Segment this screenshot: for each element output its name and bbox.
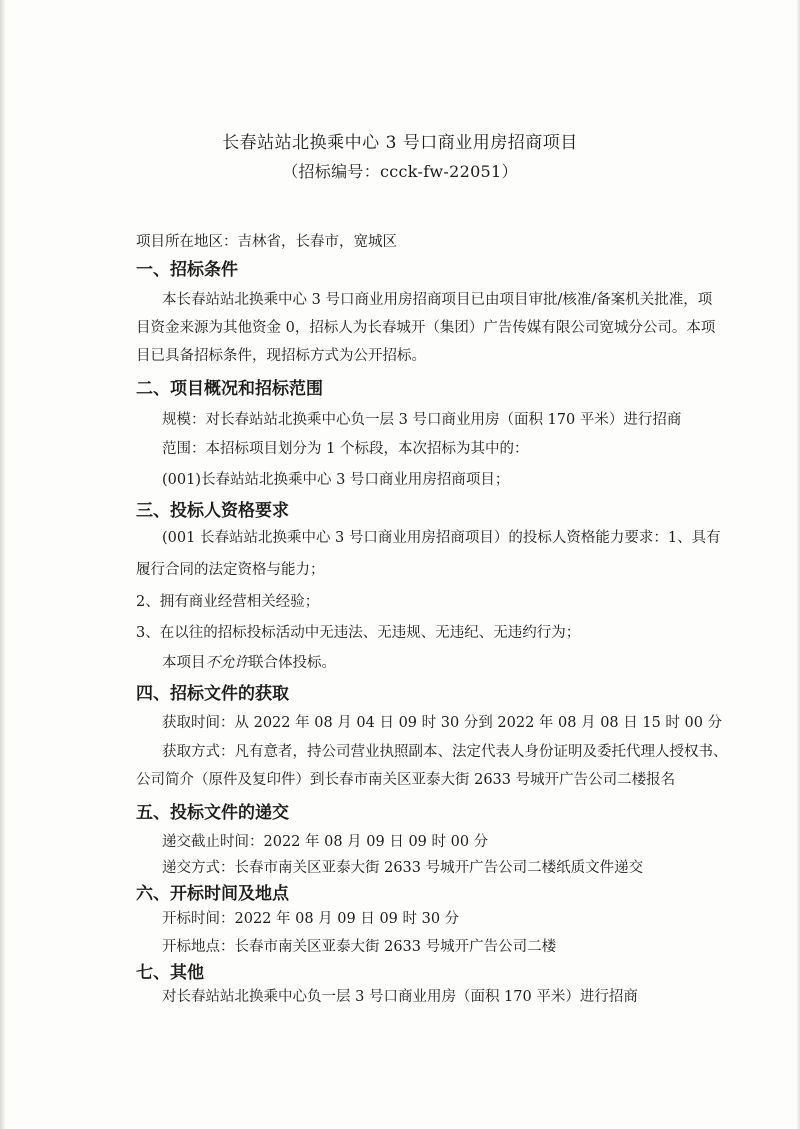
section-6-line-2: 开标地点：长春市南关区亚泰大街 2633 号城开广告公司二楼 — [162, 939, 557, 955]
section-heading-4: 四、招标文件的获取 — [136, 684, 289, 704]
section-7-line-1: 对长春站站北换乘中心负一层 3 号口商业用房（面积 170 平米）进行招商 — [162, 989, 638, 1005]
section-heading-6: 六、开标时间及地点 — [136, 884, 289, 904]
section-1-line-3: 目已具备招标条件，现招标方式为公开招标。 — [136, 348, 426, 364]
section-3-line-3: 2、拥有商业经营相关经验； — [136, 594, 320, 610]
section-1-line-2: 目资金来源为其他资金 0，招标人为长春城开（集团）广告传媒有限公司宽城分公司。本项 — [136, 320, 716, 336]
section-4-line-1: 获取时间：从 2022 年 08 月 04 日 09 时 30 分到 2022 年 08 月 08 日 15 时 00 分 — [162, 715, 723, 731]
section-2-line-3: (001)长春站站北换乘中心 3 号口商业用房招商项目； — [162, 472, 510, 488]
consortium-emphasis: 不允许 — [205, 655, 249, 671]
consortium-statement — [162, 653, 336, 673]
section-2-line-2: 范围：本招标项目划分为 1 个标段，本次招标为其中的： — [162, 441, 529, 457]
section-4-line-3: 公司简介（原件及复印件）到长春市南关区亚泰大街 2633 号城开广告公司二楼报名 — [136, 772, 676, 788]
document-title: 长春站站北换乘中心 3 号口商业用房招商项目 — [222, 133, 578, 153]
project-location: 项目所在地区：吉林省，长春市，宽城区 — [136, 234, 397, 250]
consortium-prefix: 本项目 — [162, 655, 206, 671]
section-5-line-2: 递交方式：长春市南关区亚泰大街 2633 号城开广告公司二楼纸质文件递交 — [162, 860, 644, 876]
section-3-line-1: (001 长春站站北换乘中心 3 号口商业用房招商项目）的投标人资格能力要求：1、具有 — [162, 530, 721, 546]
section-heading-1: 一、招标条件 — [136, 260, 238, 280]
section-4-line-2: 获取方式：凡有意者，持公司营业执照副本、法定代表人身份证明及委托代理人授权书、 — [162, 744, 728, 760]
section-5-line-1: 递交截止时间：2022 年 08 月 09 日 09 时 00 分 — [162, 834, 489, 850]
tender-number: （招标编号：ccck-fw-22051） — [282, 162, 518, 181]
section-heading-2: 二、项目概况和招标范围 — [136, 379, 323, 399]
section-3-line-4: 3、在以往的招标投标活动中无违法、无违规、无违纪、无违约行为； — [136, 625, 581, 641]
section-heading-5: 五、投标文件的递交 — [136, 803, 289, 823]
section-heading-3: 三、投标人资格要求 — [136, 501, 289, 521]
section-6-line-1: 开标时间：2022 年 08 月 09 日 09 时 30 分 — [162, 911, 460, 927]
section-3-line-2: 履行合同的法定资格与能力； — [136, 562, 325, 578]
section-2-line-1: 规模：对长春站站北换乘中心负一层 3 号口商业用房（面积 170 平米）进行招商 — [162, 412, 682, 428]
section-1-line-1: 本长春站站北换乘中心 3 号口商业用房招商项目已由项目审批/核准/备案机关批准，项 — [162, 292, 713, 308]
section-heading-7: 七、其他 — [136, 963, 204, 983]
consortium-suffix: 联合体投标。 — [249, 655, 336, 671]
